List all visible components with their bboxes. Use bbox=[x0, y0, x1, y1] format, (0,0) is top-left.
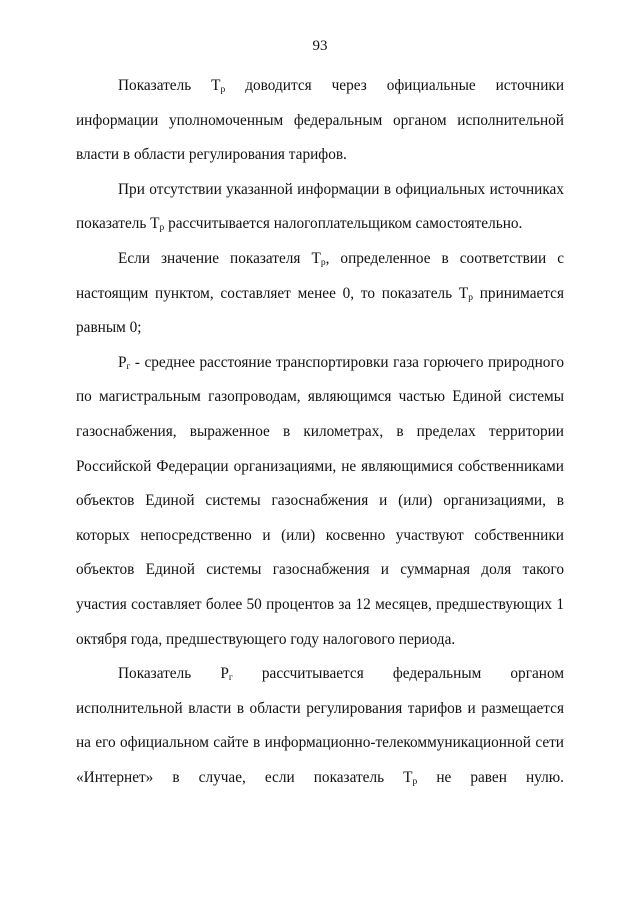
document-body bbox=[76, 69, 564, 795]
page-number: 93 bbox=[312, 38, 328, 54]
paragraph-rg-publication: Показатель $Р_г$ рассчитывается федеральным органом исполнительной власти в области регулирования тарифов и размещается на его официальном сайте в информационно-телекоммуникационной сети «Интернет» в случае, если показатель $Т_р$ не равен нулю. bbox=[76, 665, 565, 787]
paragraph-rg-definition: $Р_г$ - среднее расстояние транспортировки газа горючего природного по магистральным газопроводам, являющимся частью Единой системы газоснабжения, выраженное в километрах, в пределах территории Российской Федерации организациями, не являющимися собственниками объектов Единой системы газоснабжения и (или) организациями, в которых непосредственно и (или) косвенно участвуют собственники объектов Единой системы газоснабжения и суммарная доля такого участия составляет более 50 процентов за 12 месяцев, предшествующих 1 октября года, предшествующего году налогового периода. bbox=[76, 353, 564, 648]
paragraph-tp-source: Показатель $Т_р$ доводится через официальные источники информации уполномоченным федеральным органом исполнительной власти в области регулирования тарифов. bbox=[76, 77, 564, 164]
paragraph-tp-below-zero: Если значение показателя $Т_р$, определенное в соответствии с настоящим пунктом, составляет менее 0, то показатель $Т_р$ принимается равным 0; bbox=[76, 249, 564, 337]
paragraph-tp-self-calc: При отсутствии указанной информации в официальных источниках показатель $Т_р$ рассчитывается налогоплательщиком самостоятельно. bbox=[76, 180, 564, 234]
